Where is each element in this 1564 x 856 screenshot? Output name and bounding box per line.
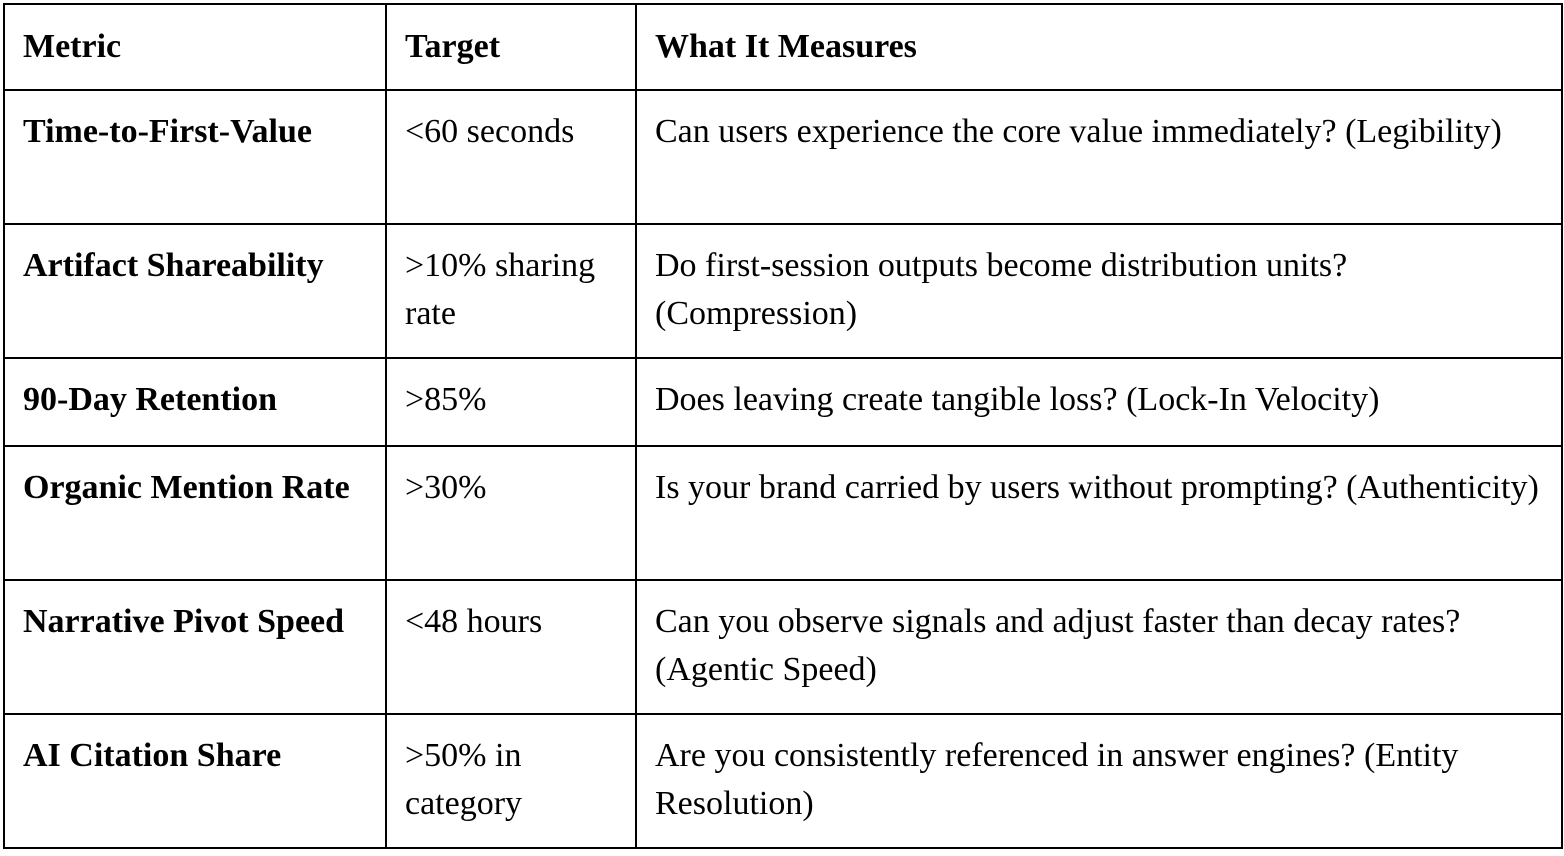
metric-cell: Organic Mention Rate — [4, 446, 386, 580]
metric-cell: AI Citation Share — [4, 714, 386, 848]
measures-cell: Can users experience the core value immediately? (Legibility) — [636, 90, 1562, 224]
metric-cell: 90-Day Retention — [4, 358, 386, 446]
table-row — [4, 358, 1562, 446]
target-cell: >30% — [386, 446, 636, 580]
table-row — [4, 224, 1562, 358]
header-metric: Metric — [4, 4, 386, 90]
table-row — [4, 580, 1562, 714]
target-cell: <48 hours — [386, 580, 636, 714]
header-what-it-measures: What It Measures — [636, 4, 1562, 90]
table-row — [4, 90, 1562, 224]
measures-cell: Are you consistently referenced in answer engines? (Entity Resolution) — [636, 714, 1562, 848]
metric-cell: Time-to-First-Value — [4, 90, 386, 224]
target-cell: >85% — [386, 358, 636, 446]
measures-cell: Is your brand carried by users without prompting? (Authenticity) — [636, 446, 1562, 580]
table-row — [4, 714, 1562, 848]
target-cell: <60 seconds — [386, 90, 636, 224]
measures-cell: Do first-session outputs become distribution units? (Compression) — [636, 224, 1562, 358]
table-row — [4, 446, 1562, 580]
measures-cell: Does leaving create tangible loss? (Lock-In Velocity) — [636, 358, 1562, 446]
metric-cell: Artifact Shareability — [4, 224, 386, 358]
metric-cell: Narrative Pivot Speed — [4, 580, 386, 714]
target-cell: >10% sharing rate — [386, 224, 636, 358]
header-target: Target — [386, 4, 636, 90]
measures-cell: Can you observe signals and adjust faster than decay rates? (Agentic Speed) — [636, 580, 1562, 714]
table-header-row — [4, 4, 1562, 90]
metrics-table — [3, 3, 1563, 849]
target-cell: >50% in category — [386, 714, 636, 848]
